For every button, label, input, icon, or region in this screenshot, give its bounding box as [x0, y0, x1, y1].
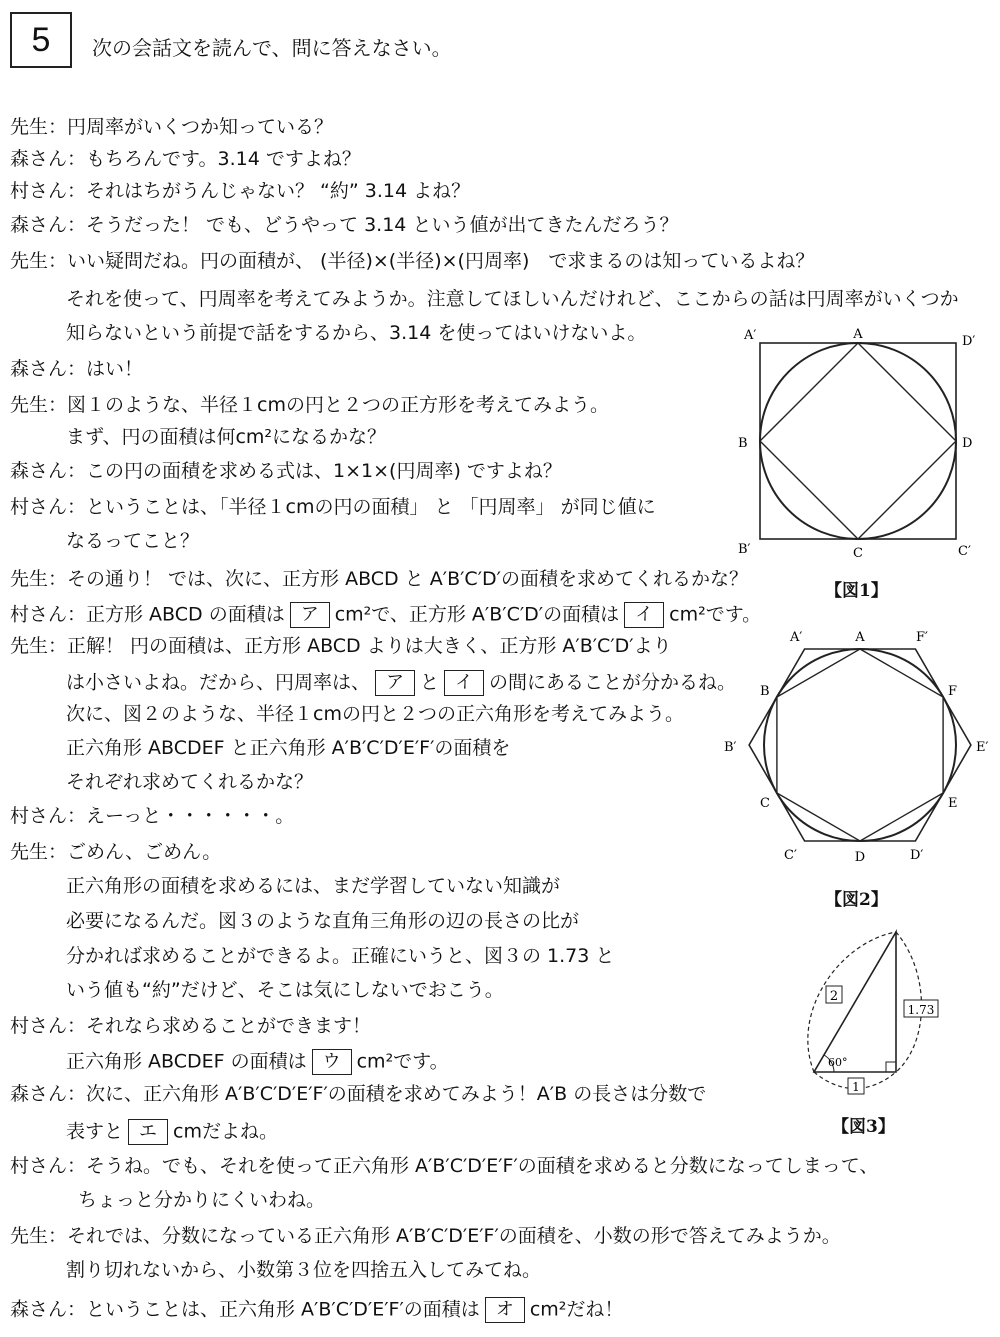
dialogue-text: もちろんです。3.14 ですよね？	[86, 148, 361, 170]
dialogue-text: 次に、正六角形 A′B′C′D′E′F′の面積を求めてみよう！A′B の長さは分数で	[86, 1083, 707, 1105]
speaker: 村さん：	[10, 180, 87, 202]
dialogue-text: はい！	[86, 358, 144, 380]
dialogue-line	[66, 532, 199, 551]
dialogue-text: えーっと・・・・・・。	[86, 805, 295, 827]
circle	[764, 649, 956, 841]
instruction-text: 次の会話文を読んで、問に答えなさい。	[92, 36, 452, 60]
dialogue-line	[10, 1085, 706, 1104]
dialogue-line	[10, 1157, 878, 1176]
speaker: 先生：	[10, 635, 68, 657]
dialogue-text: そうね。でも、それを使って正六角形 A′B′C′D′E′F′の面積を求めると分数になってしまって、	[86, 1155, 879, 1177]
dialogue-line	[10, 252, 814, 271]
dialogue-text: 正解！ 円の面積は、正方形 ABCD よりは大きく、正方形 A′B′C′D′より	[67, 635, 672, 657]
answer-box: オ	[485, 1297, 525, 1323]
dialogue-line	[66, 877, 560, 896]
dialogue-line	[66, 947, 614, 966]
dialogue-line	[66, 1119, 278, 1145]
label-D: D	[854, 850, 866, 865]
speaker: 村さん：	[10, 603, 87, 626]
base-label: 1	[852, 1080, 860, 1094]
speaker: 先生：	[10, 568, 68, 590]
speaker: 先生：	[10, 841, 68, 863]
dialogue-text: ということは、「半径１cmの円の面積」 と 「円周率」 が同じ値に	[86, 496, 656, 518]
dialogue-text: 図１のような、半径１cmの円と２つの正方形を考えてみよう。	[67, 394, 609, 416]
dialogue-text: それはちがうんじゃない？ “約” 3.14 よね？	[86, 180, 471, 202]
dialogue-text: 正六角形の面積を求めるには、まだ学習していない知識が	[66, 875, 561, 897]
dialogue-line	[66, 670, 736, 696]
answer-box: ウ	[312, 1049, 352, 1075]
dialogue-line	[10, 462, 562, 481]
answer-box: エ	[128, 1119, 168, 1145]
label-D-prime: D′	[962, 334, 976, 349]
label-D: D	[962, 436, 973, 451]
vert-label: 1.73	[907, 1003, 935, 1017]
angle-label: 60°	[828, 1056, 848, 1069]
hyp-label: 2	[829, 989, 839, 1004]
dialogue-line	[10, 396, 609, 415]
figure-2	[720, 627, 1000, 872]
dialogue-line	[10, 1017, 371, 1036]
label-D-prime: D′	[910, 848, 924, 863]
label-B-prime: B′	[724, 740, 737, 755]
dialogue-text: いい疑問だね。円の面積が、 (半径)×(半径)×(円周率) で求まるのは知っているよね？	[67, 250, 815, 272]
dialogue-text: いう値も“約”だけど、そこは気にしないでおこう。	[66, 979, 504, 1001]
dialogue-line	[10, 360, 143, 379]
speaker: 森さん：	[10, 148, 87, 170]
dialogue-line	[66, 290, 959, 309]
dialogue-line	[10, 843, 221, 862]
label-F-prime: F′	[916, 630, 928, 645]
dialogue-line	[10, 216, 678, 235]
speaker: 森さん：	[10, 1298, 87, 1321]
dialogue-line	[10, 637, 672, 656]
hexagon-inner	[777, 649, 943, 841]
dialogue-text: 表すと	[66, 1120, 124, 1143]
figure-3	[800, 922, 960, 1107]
label-B: B	[760, 684, 770, 699]
dialogue-text: その通り！ では、次に、正方形 ABCD と A′B′C′D′の面積を求めてくれるかな？	[67, 568, 748, 590]
dialogue-line	[10, 602, 761, 628]
dialogue-text: 次に、図２のような、半径１cmの円と２つの正六角形を考えてみよう。	[66, 703, 684, 725]
dialogue-text: ちょっと分かりにくいわね。	[78, 1189, 326, 1211]
speaker: 森さん：	[10, 358, 87, 380]
dialogue-text: 正方形 ABCD の面積は	[86, 603, 285, 626]
dialogue-text: それでは、分数になっている正六角形 A′B′C′D′E′F′の面積を、小数の形で答えてみようか。	[67, 1225, 841, 1247]
label-C-prime: C′	[958, 544, 971, 559]
answer-box: イ	[444, 670, 484, 696]
speaker: 先生：	[10, 250, 68, 272]
dialogue-text: 分かれば求めることができるよ。正確にいうと、図３の 1.73 と	[66, 945, 615, 967]
figure-1-caption: 【図1】	[825, 581, 888, 601]
label-A: A	[855, 630, 865, 645]
dialogue-text: まず、円の面積は何cm²になるかな？	[66, 426, 387, 448]
speaker: 先生：	[10, 394, 68, 416]
dialogue-line	[10, 118, 333, 137]
dialogue-text: そうだった！ でも、どうやって 3.14 という値が出てきたんだろう？	[86, 214, 679, 236]
dialogue-line	[10, 570, 748, 589]
figure-1	[730, 325, 990, 570]
dialogue-text: cm²だね！	[529, 1298, 624, 1321]
speaker: 森さん：	[10, 1083, 87, 1105]
dialogue-text: 正六角形 ABCDEF の面積は	[66, 1050, 307, 1073]
dialogue-line	[66, 428, 386, 447]
label-A-prime: A′	[744, 328, 757, 343]
label-B: B	[738, 436, 748, 451]
dialogue-line	[66, 324, 646, 343]
dialogue-text: 必要になるんだ。図３のような直角三角形の辺の長さの比が	[66, 910, 580, 932]
dialogue-line	[10, 182, 470, 201]
right-angle-mark	[886, 1062, 896, 1072]
speaker: 村さん：	[10, 1155, 87, 1177]
dialogue-text: cm²で、正方形 A′B′C′D′の面積は	[334, 603, 620, 626]
dialogue-line	[10, 807, 294, 826]
label-A-prime: A′	[790, 630, 803, 645]
dialogue-line	[78, 1191, 325, 1210]
dialogue-text: ということは、正六角形 A′B′C′D′E′F′の面積は	[86, 1298, 480, 1321]
label-C-prime: C′	[784, 848, 797, 863]
figure-2-caption: 【図2】	[825, 890, 888, 910]
speaker: 森さん：	[10, 214, 87, 236]
question-number: 5	[10, 12, 72, 68]
dialogue-text: なるってこと？	[66, 530, 200, 552]
dialogue-line	[10, 1297, 623, 1323]
dialogue-text: 円周率がいくつか知っている？	[67, 116, 334, 138]
dialogue-line	[66, 1049, 449, 1075]
dialogue-text: は小さいよね。だから、円周率は、	[66, 671, 371, 694]
dialogue-text: と	[420, 671, 440, 694]
answer-box: ア	[375, 670, 415, 696]
label-A: A	[853, 327, 863, 342]
dialogue-text: それぞれ求めてくれるかな？	[66, 771, 314, 793]
speaker: 先生：	[10, 1225, 68, 1247]
dialogue-text: 正六角形 ABCDEF と正六角形 A′B′C′D′E′F′の面積を	[66, 737, 511, 759]
dialogue-text: 知らないという前提で話をするから、3.14 を使ってはいけないよ。	[66, 322, 647, 344]
dialogue-text: cm²です。	[356, 1050, 449, 1073]
dialogue-line	[66, 773, 313, 792]
speaker: 先生：	[10, 116, 68, 138]
dialogue-text: それなら求めることができます！	[86, 1015, 372, 1037]
dialogue-line	[10, 498, 656, 517]
label-C: C	[760, 796, 770, 811]
circle	[760, 343, 956, 539]
speaker: 森さん：	[10, 460, 87, 482]
dialogue-line	[10, 1227, 841, 1246]
label-B-prime: B′	[738, 542, 751, 557]
dialogue-text: cmだよね。	[173, 1120, 278, 1143]
label-E: E	[948, 796, 958, 811]
dialogue-text: この円の面積を求める式は、1×1×(円周率) ですよね？	[86, 460, 562, 482]
dialogue-text: 割り切れないから、小数第３位を四捨五入してみてね。	[66, 1259, 542, 1281]
label-F: F	[948, 684, 958, 699]
label-C: C	[853, 546, 863, 561]
answer-box: イ	[624, 602, 664, 628]
figure-3-caption: 【図3】	[832, 1117, 895, 1137]
dialogue-text: cm²です。	[669, 603, 762, 626]
dialogue-text: ごめん、ごめん。	[67, 841, 222, 863]
dialogue-line	[66, 981, 504, 1000]
speaker: 村さん：	[10, 805, 87, 827]
answer-box: ア	[290, 602, 330, 628]
dialogue-text: それを使って、円周率を考えてみようか。注意してほしいんだけれど、ここからの話は円周率がいくつか	[66, 288, 959, 310]
dialogue-line	[66, 912, 579, 931]
dialogue-line	[66, 1261, 541, 1280]
speaker: 村さん：	[10, 496, 87, 518]
hexagon-outer	[749, 649, 971, 841]
dialogue-line	[66, 705, 684, 724]
dialogue-text: の間にあることが分かるね。	[489, 671, 737, 694]
label-E-prime: E′	[976, 740, 989, 755]
dialogue-line	[66, 739, 510, 758]
dialogue-line	[10, 150, 361, 169]
speaker: 村さん：	[10, 1015, 87, 1037]
